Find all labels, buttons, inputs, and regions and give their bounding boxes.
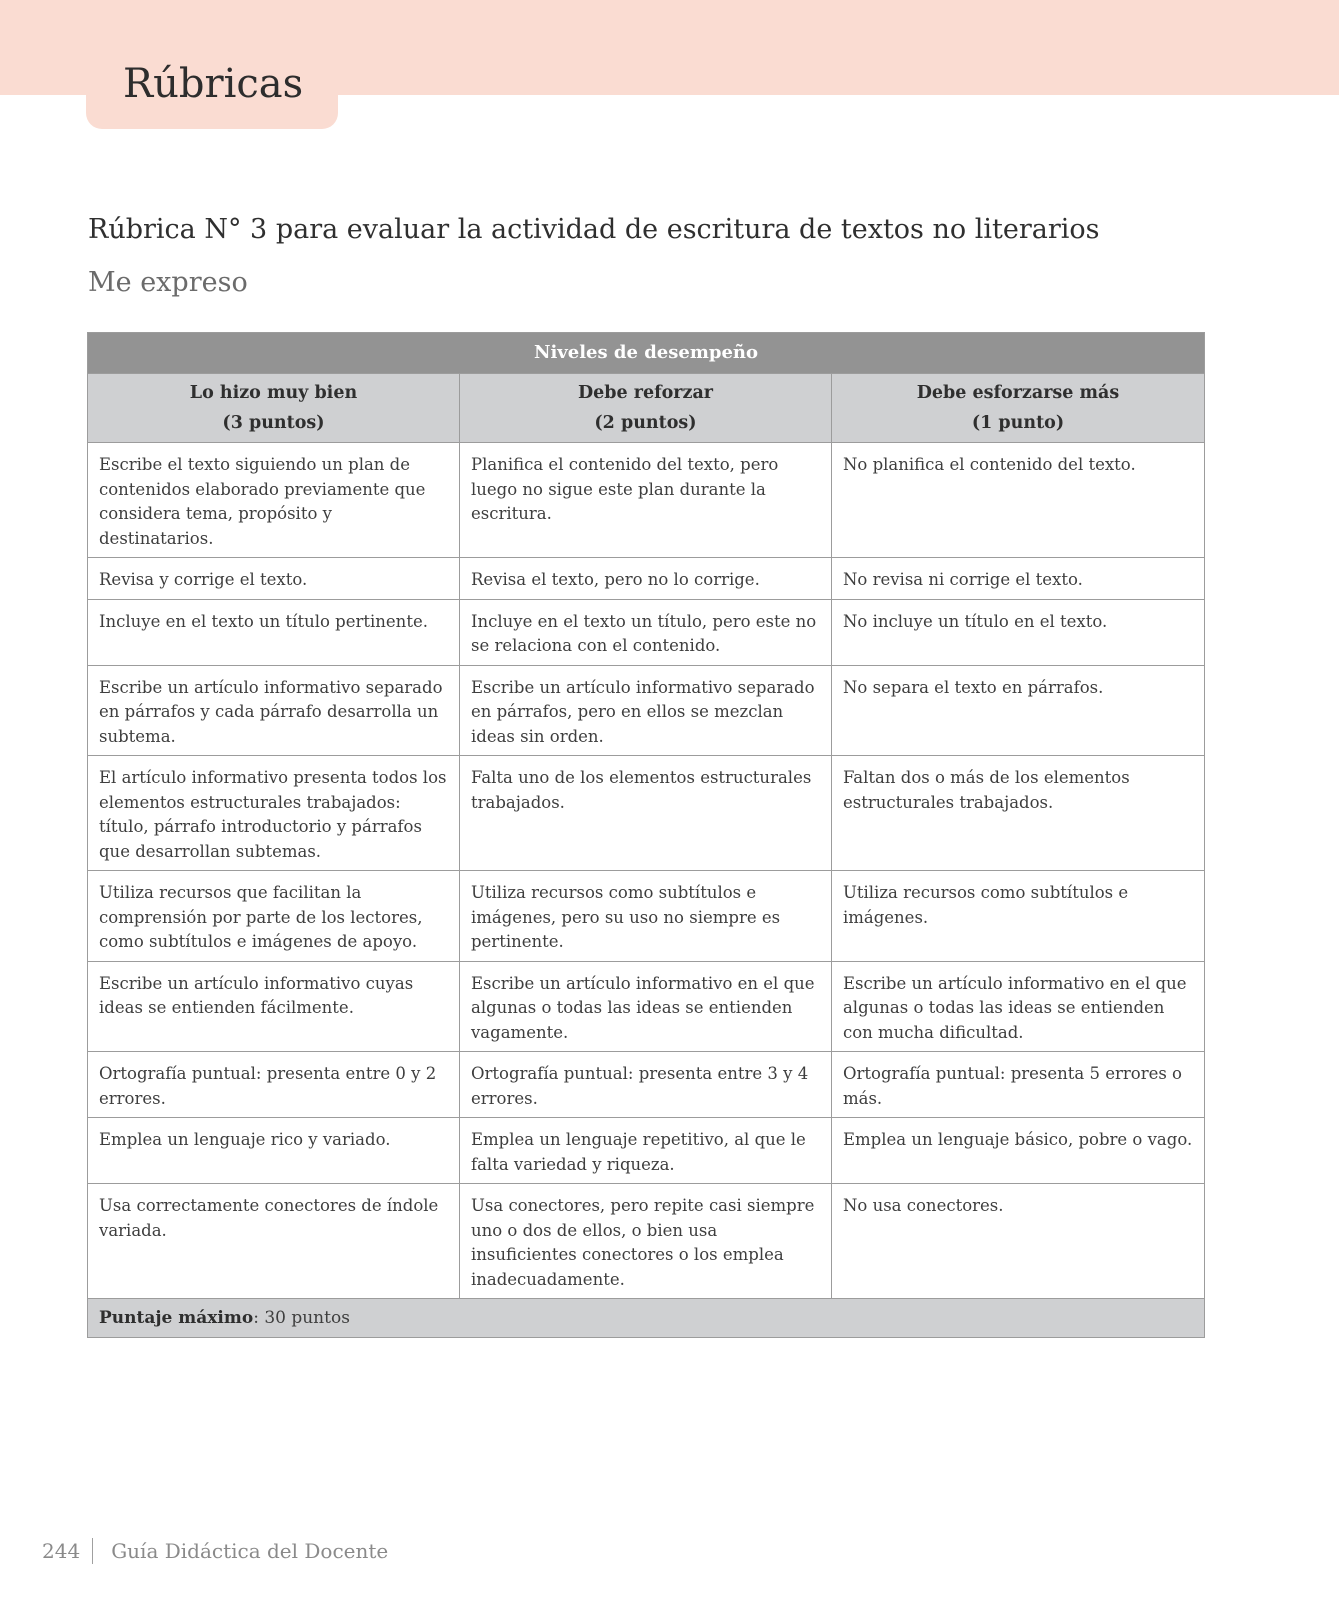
table-cell: No revisa ni corrige el texto. (831, 558, 1204, 600)
column-header-reinforce (459, 374, 831, 443)
table-cell: Utiliza recursos como subtítulos e imágenes, pero su uso no siempre es pertinente. (459, 871, 831, 962)
table-row (88, 599, 1205, 665)
column-name: Debe esforzarse más (916, 383, 1120, 403)
table-cell: Escribe un artículo informativo separado en párrafos, pero en ellos se mezclan ideas sin orden. (459, 665, 831, 756)
column-points: (1 punto) (971, 413, 1065, 433)
rubric-table (87, 332, 1205, 1338)
rubric-subtitle: Me expreso (88, 267, 248, 298)
table-cell: No planifica el contenido del texto. (831, 443, 1204, 558)
table-cell: Emplea un lenguaje rico y variado. (88, 1118, 460, 1184)
page-footer (42, 1538, 388, 1564)
table-cell: Usa conectores, pero repite casi siempre uno o dos de ellos, o bien usa insuficientes conectores o los emplea inadecuadamente. (459, 1184, 831, 1299)
table-row (88, 871, 1205, 962)
table-cell: Usa correctamente conectores de índole variada. (88, 1184, 460, 1299)
table-row (88, 558, 1205, 600)
max-score-value: : 30 puntos (253, 1307, 350, 1328)
table-cell: Utiliza recursos como subtítulos e imágenes. (831, 871, 1204, 962)
table-cell: Emplea un lenguaje repetitivo, al que le falta variedad y riqueza. (459, 1118, 831, 1184)
column-points: (2 puntos) (594, 413, 697, 433)
max-score-label: Puntaje máximo (99, 1307, 254, 1328)
table-cell: Incluye en el texto un título pertinente. (88, 599, 460, 665)
table-row (88, 665, 1205, 756)
rubric-title: Rúbrica N° 3 para evaluar la actividad de escritura de textos no literarios (88, 214, 1100, 245)
levels-header: Niveles de desempeño (88, 333, 1205, 374)
table-cell: Revisa y corrige el texto. (88, 558, 460, 600)
table-cell: El artículo informativo presenta todos los elementos estructurales trabajados: título, párrafo introductorio y párrafos que desarrollan subtemas. (88, 756, 460, 871)
table-cell: Utiliza recursos que facilitan la comprensión por parte de los lectores, como subtítulos e imágenes de apoyo. (88, 871, 460, 962)
column-name: Debe reforzar (577, 383, 713, 403)
max-score-row (88, 1299, 1205, 1338)
table-cell: No separa el texto en párrafos. (831, 665, 1204, 756)
table-row (88, 1052, 1205, 1118)
page-number: 244 (42, 1539, 81, 1563)
column-header-more-effort (831, 374, 1204, 443)
table-cell: No incluye un título en el texto. (831, 599, 1204, 665)
table-cell: No usa conectores. (831, 1184, 1204, 1299)
table-cell: Faltan dos o más de los elementos estructurales trabajados. (831, 756, 1204, 871)
table-row (88, 1184, 1205, 1299)
table-cell: Emplea un lenguaje básico, pobre o vago. (831, 1118, 1204, 1184)
section-title: Rúbricas (123, 61, 304, 107)
table-cell: Falta uno de los elementos estructurales trabajados. (459, 756, 831, 871)
column-header-excellent (88, 374, 460, 443)
table-cell: Escribe un artículo informativo cuyas ideas se entienden fácilmente. (88, 961, 460, 1052)
table-cell: Ortografía puntual: presenta 5 errores o más. (831, 1052, 1204, 1118)
table-cell: Incluye en el texto un título, pero este no se relaciona con el contenido. (459, 599, 831, 665)
table-cell: Escribe un artículo informativo en el que algunas o todas las ideas se entienden vagamente. (459, 961, 831, 1052)
footer-divider (92, 1538, 93, 1564)
column-name: Lo hizo muy bien (189, 383, 358, 403)
table-row (88, 1118, 1205, 1184)
table-cell: Escribe el texto siguiendo un plan de contenidos elaborado previamente que considera tema, propósito y destinatarios. (88, 443, 460, 558)
column-points: (3 puntos) (222, 413, 325, 433)
table-row (88, 443, 1205, 558)
book-title: Guía Didáctica del Docente (111, 1539, 389, 1563)
table-cell: Ortografía puntual: presenta entre 0 y 2 errores. (88, 1052, 460, 1118)
table-row (88, 756, 1205, 871)
max-score-cell (88, 1299, 1205, 1338)
table-row (88, 961, 1205, 1052)
table-cell: Revisa el texto, pero no lo corrige. (459, 558, 831, 600)
table-cell: Planifica el contenido del texto, pero luego no sigue este plan durante la escritura. (459, 443, 831, 558)
table-cell: Escribe un artículo informativo separado en párrafos y cada párrafo desarrolla un subtema. (88, 665, 460, 756)
table-cell: Escribe un artículo informativo en el que algunas o todas las ideas se entienden con mucha dificultad. (831, 961, 1204, 1052)
table-cell: Ortografía puntual: presenta entre 3 y 4 errores. (459, 1052, 831, 1118)
